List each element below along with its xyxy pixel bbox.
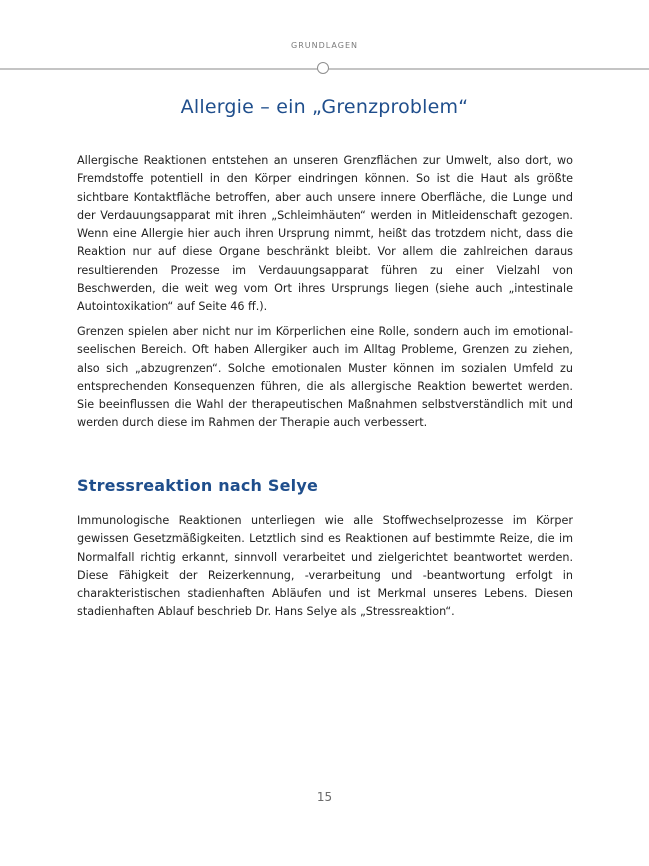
header-rule-circle-ornament	[317, 62, 329, 74]
chapter-title: Allergie – ein „Grenzproblem“	[180, 96, 469, 118]
body-paragraph: Immunologische Reaktionen unterliegen wie alle Stoffwechselprozesse im Körper gewissen Gesetzmäßigkeiten. Letztlich sind es Reaktionen auf bestimmte Reize, die im Normalfall richtig erkannt, sinnvoll verarbeitet und zielgerichtet beantwortet werden. Diese Fähigkeit der Reizerkennung, -verarbeitung und -beantwortung erfolgt in charakteristischen stadienhaften Abläufen und ist Merkmal unseres Lebens. Diesen stadienhaften Ablauf beschrieb Dr. Hans Selye als „Stressreaktion“.	[77, 514, 573, 619]
page-number: 15	[316, 790, 333, 804]
body-paragraph: Grenzen spielen aber nicht nur im Körperlichen eine Rolle, sondern auch im emotional-seelischen Bereich. Oft haben Allergiker auch im Alltag Probleme, Grenzen zu ziehen, also sich „abzugrenzen“. Solche emotionalen Muster können im sozialen Umfeld zu entsprechenden Konsequenzen führen, die als allergische Reaktion bewertet werden. Sie beeinflussen die Wahl der therapeutischen Maßnahmen selbstverständlich mit und werden durch diese im Rahmen der Therapie auch verbessert.	[77, 325, 573, 430]
body-paragraph: Allergische Reaktionen entstehen an unseren Grenzflächen zur Umwelt, also dort, wo Fremdstoffe potentiell in den Körper eindringen können. So ist die Haut als größte sichtbare Kontaktfläche betroffen, aber auch unsere innere Oberfläche, die Lunge und der Verdauungsapparat mit ihren „Schleimhäuten“ werden in Mitleidenschaft gezogen. Wenn eine Allergie hier auch ihren Ursprung nimmt, heißt das trotzdem nicht, dass die Reaktion nur auf diese Organe beschränkt bleibt. Vor allem die zahlreichen daraus resultierenden Prozesse im Verdauungsapparat führen zu einer Vielzahl von Beschwerden, die weit weg vom Ort ihres Ursprungs liegen (siehe auch „intestinale Autointoxikation“ auf Seite 46 ff.).	[77, 154, 573, 314]
section-heading: Stressreaktion nach Selye	[77, 476, 318, 495]
running-head: GRUNDLAGEN	[291, 41, 358, 50]
